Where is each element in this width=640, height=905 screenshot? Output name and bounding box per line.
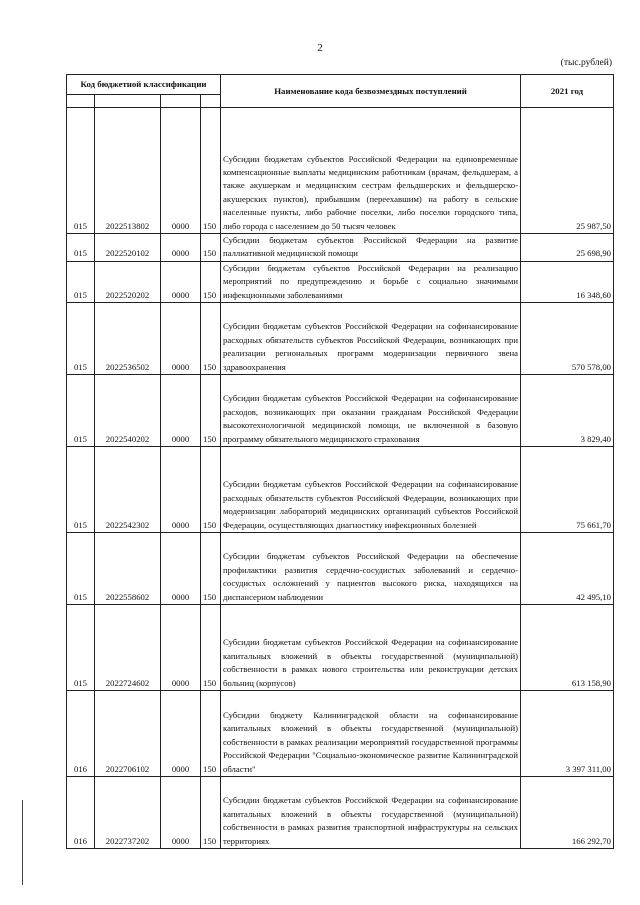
revenue-name-text: Субсидии бюджетам субъектов Российской Федерации на софинансирование расходных обязательств субъектов Российской Федерации, возникающих при модернизации лабораторий медицинских организаций субъектов Российской Федерации, осуществляющих диагностику инфекционных болезней — [223, 479, 518, 530]
table-row — [67, 375, 614, 447]
margin-mark — [22, 800, 23, 885]
table-row — [67, 447, 614, 533]
admin-code-cell: 015 — [67, 261, 95, 302]
subheader-cell — [161, 95, 201, 108]
admin-code-cell: 015 — [67, 533, 95, 605]
program-code-cell: 0000 — [161, 447, 201, 533]
kind-code-cell: 150 — [201, 375, 221, 447]
table-row — [67, 777, 614, 849]
program-code-cell: 0000 — [161, 533, 201, 605]
budget-table — [66, 74, 614, 849]
revenue-code-cell: 2022513802 — [95, 108, 161, 234]
amount-cell: 570 578,00 — [521, 303, 614, 375]
program-code-cell: 0000 — [161, 375, 201, 447]
revenue-code-cell: 2022558602 — [95, 533, 161, 605]
revenue-name-cell — [221, 108, 521, 234]
revenue-name-cell — [221, 375, 521, 447]
subheader-cell — [95, 95, 161, 108]
revenue-name-cell — [221, 303, 521, 375]
revenue-code-cell: 2022706102 — [95, 691, 161, 777]
subheader-cell — [201, 95, 221, 108]
kind-code-cell: 150 — [201, 261, 221, 302]
kind-code-cell: 150 — [201, 108, 221, 234]
revenue-name-cell — [221, 234, 521, 262]
revenue-name-cell — [221, 533, 521, 605]
program-code-cell: 0000 — [161, 303, 201, 375]
revenue-code-cell: 2022737202 — [95, 777, 161, 849]
revenue-name-text: Субсидии бюджетам субъектов Российской Федерации на реализацию мероприятий по предупреждению и борьбе с социально значимыми инфекционными заболеваниями — [223, 262, 518, 300]
table-row — [67, 303, 614, 375]
admin-code-cell: 015 — [67, 108, 95, 234]
revenue-name-cell — [221, 447, 521, 533]
revenue-name-cell — [221, 261, 521, 302]
kind-code-cell: 150 — [201, 605, 221, 691]
table-row — [67, 691, 614, 777]
amount-cell: 613 158,90 — [521, 605, 614, 691]
amount-cell: 42 495,10 — [521, 533, 614, 605]
code-group-header: Код бюджетной классификации — [67, 75, 221, 95]
revenue-code-cell: 2022520102 — [95, 234, 161, 262]
revenue-name-text: Субсидии бюджетам субъектов Российской Федерации на единовременные компенсационные выплаты медицинским работникам (врачам, фельдшерам, а также акушеркам и медицинским сестрам фельдшерских и фельдшерско-акушерских пунктов), прибывшим (переехавшим) на работу в сельские населенные пункты, либо рабочие поселки, либо поселки городского типа, либо города с населением до 50 тысяч человек — [223, 153, 518, 231]
revenue-name-text: Субсидии бюджетам субъектов Российской Федерации на софинансирование расходов, возникающих при оказании гражданам Российской Федерации высокотехнологичной медицинской помощи, не включенной в базовую программу обязательного медицинского страхования — [223, 393, 518, 444]
amount-cell: 75 661,70 — [521, 447, 614, 533]
kind-code-cell: 150 — [201, 303, 221, 375]
year-column-header: 2021 год — [521, 75, 614, 108]
kind-code-cell: 150 — [201, 777, 221, 849]
program-code-cell: 0000 — [161, 234, 201, 262]
program-code-cell: 0000 — [161, 261, 201, 302]
units-label: (тыс.рублей) — [560, 58, 612, 68]
program-code-cell: 0000 — [161, 777, 201, 849]
revenue-name-text: Субсидии бюджетам субъектов Российской Федерации на развитие паллиативной медицинской помощи — [223, 235, 518, 259]
admin-code-cell: 015 — [67, 605, 95, 691]
admin-code-cell: 015 — [67, 375, 95, 447]
kind-code-cell: 150 — [201, 691, 221, 777]
revenue-code-cell: 2022540202 — [95, 375, 161, 447]
table-row — [67, 605, 614, 691]
admin-code-cell: 016 — [67, 777, 95, 849]
admin-code-cell: 015 — [67, 303, 95, 375]
kind-code-cell: 150 — [201, 533, 221, 605]
table-body — [67, 108, 614, 849]
revenue-code-cell: 2022536502 — [95, 303, 161, 375]
revenue-code-cell: 2022520202 — [95, 261, 161, 302]
revenue-code-cell: 2022542302 — [95, 447, 161, 533]
admin-code-cell: 015 — [67, 447, 95, 533]
program-code-cell: 0000 — [161, 605, 201, 691]
admin-code-cell: 016 — [67, 691, 95, 777]
subheader-cell — [67, 95, 95, 108]
table-row — [67, 108, 614, 234]
amount-cell: 25 698,90 — [521, 234, 614, 262]
amount-cell: 3 397 311,00 — [521, 691, 614, 777]
program-code-cell: 0000 — [161, 108, 201, 234]
kind-code-cell: 150 — [201, 447, 221, 533]
revenue-code-cell: 2022724602 — [95, 605, 161, 691]
admin-code-cell: 015 — [67, 234, 95, 262]
amount-cell: 166 292,70 — [521, 777, 614, 849]
amount-cell: 3 829,40 — [521, 375, 614, 447]
amount-cell: 25 987,50 — [521, 108, 614, 234]
revenue-name-cell — [221, 777, 521, 849]
table-row — [67, 261, 614, 302]
page-number: 2 — [317, 42, 323, 54]
revenue-name-text: Субсидии бюджетам субъектов Российской Федерации на обеспечение профилактики развития сердечно-сосудистых заболеваний и сердечно-сосудистых осложнений у пациентов высокого риска, находящихся на диспансерном наблюдении — [223, 551, 518, 602]
revenue-name-text: Субсидии бюджетам субъектов Российской Федерации на софинансирование капитальных вложений в объекты государственной (муниципальной) собственности в рамках развития транспортной инфраструктуры на сельских территориях — [223, 795, 518, 846]
revenue-name-text: Субсидии бюджетам субъектов Российской Федерации на софинансирование капитальных вложений в объекты государственной (муниципальной) собственности в рамках нового строительства или реконструкции детских больниц (корпусов) — [223, 637, 518, 688]
table-row — [67, 234, 614, 262]
revenue-name-text: Субсидии бюджетам субъектов Российской Федерации на софинансирование расходных обязательств субъектов Российской Федерации, возникающих при реализации региональных программ модернизации первичного звена здравоохранения — [223, 321, 518, 372]
name-column-header: Наименование кода безвозмездных поступлений — [221, 75, 521, 108]
revenue-name-cell — [221, 605, 521, 691]
amount-cell: 16 348,60 — [521, 261, 614, 302]
table-row — [67, 533, 614, 605]
revenue-name-cell — [221, 691, 521, 777]
kind-code-cell: 150 — [201, 234, 221, 262]
program-code-cell: 0000 — [161, 691, 201, 777]
revenue-name-text: Субсидии бюджету Калининградской области на софинансирование капитальных вложений в объекты государственной (муниципальной) собственности в рамках реализации мероприятий государственной программы Российской Федерации "Социально-экономическое развитие Калининградской области" — [223, 710, 518, 774]
